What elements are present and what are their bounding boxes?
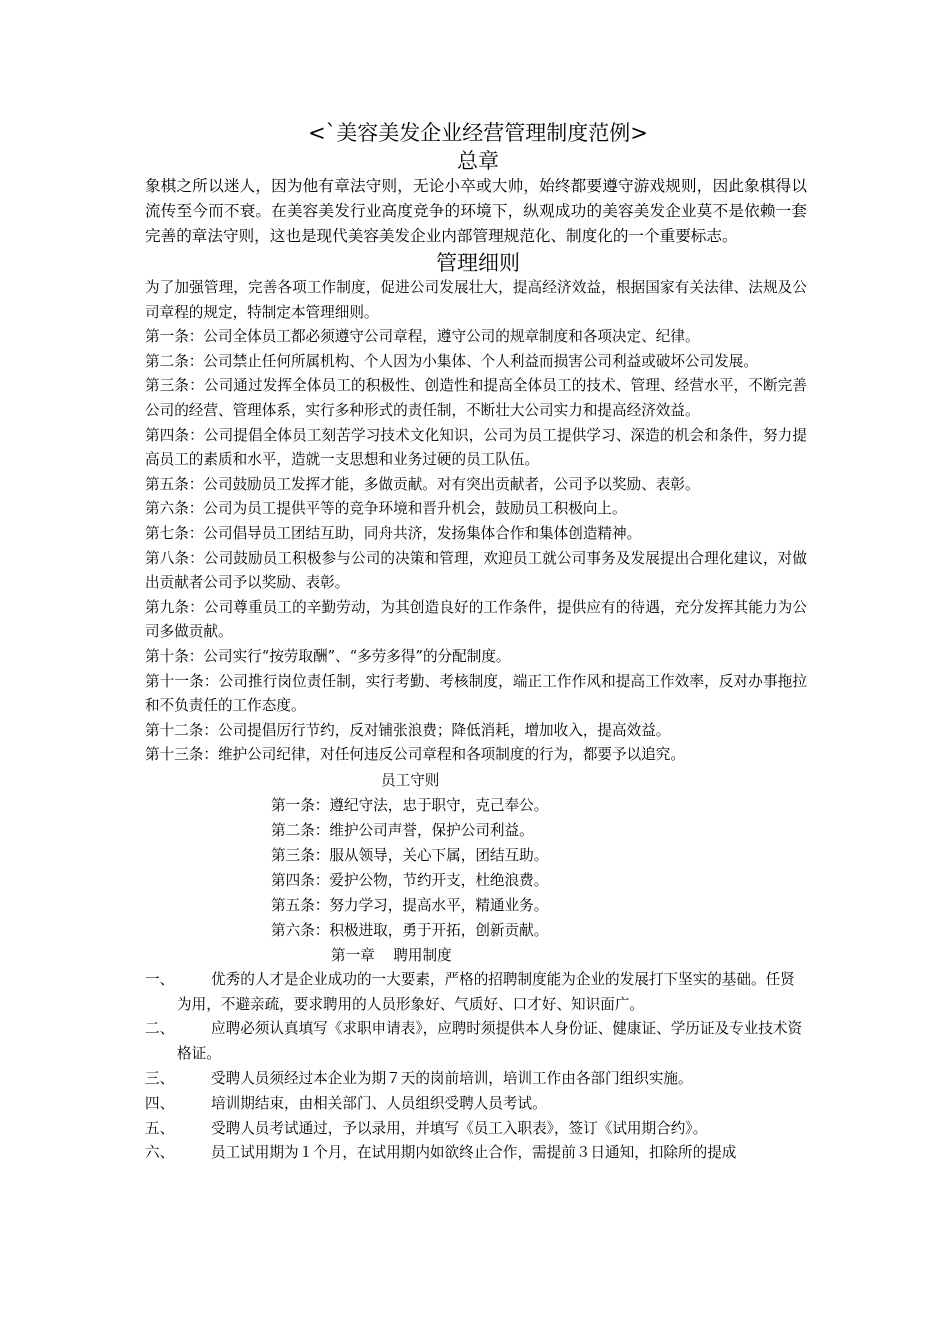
article-8: 第八条：公司鼓励员工积极参与公司的决策和管理，欢迎员工就公司事务及发展提出合理化建议，对做出贡献者公司予以奖励、表彰。 [145,549,807,592]
list-item-text: 受聘人员须经过本企业为期７天的岗前培训，培训工作由各部门组织实施。 [211,1070,693,1088]
general-heading: 总章 [457,149,499,173]
article-10: 第十条：公司实行“按劳取酬”、“多劳多得”的分配制度。 [145,647,511,665]
article-6: 第六条：公司为员工提供平等的竞争环境和晋升机会，鼓励员工积极向上。 [145,500,627,518]
article-11: 第十一条：公司推行岗位责任制，实行考勤、考核制度，端正工作作风和提高工作效率，反对办事拖拉和不负责任的工作态度。 [145,672,807,715]
list-item [145,1067,807,1092]
list-item [145,968,807,1018]
list-item-number: 四、 [145,1094,175,1112]
code-rule-6: 第六条：积极进取，勇于开拓，创新贡献。 [271,921,549,939]
list-item [145,1017,807,1067]
chapter-heading: 第一章 聘用制度 [331,946,452,964]
article-9: 第九条：公司尊重员工的辛勤劳动，为其创造良好的工作条件，提供应有的待遇，充分发挥其能力为公司多做贡献。 [145,598,807,641]
article-12: 第十二条：公司提倡厉行节约，反对铺张浪费；降低消耗，增加收入，提高效益。 [145,721,671,739]
list-item-number: 六、 [145,1144,175,1162]
management-intro: 为了加强管理，完善各项工作制度，促进公司发展壮大，提高经济效益，根据国家有关法律、法规及公司章程的规定，特制定本管理细则。 [145,279,807,321]
code-rule-5: 第五条：努力学习，提高水平，精通业务。 [271,896,549,914]
list-item [145,1117,807,1142]
code-rule-1: 第一条：遵纪守法，忠于职守，克己奉公。 [271,796,549,814]
code-rule-2: 第二条：维护公司声誉，保护公司利益。 [271,821,534,839]
document-page [145,118,807,1166]
list-item-number: 五、 [145,1119,175,1137]
article-4: 第四条：公司提倡全体员工刻苦学习技术文化知识，公司为员工提供学习、深造的机会和条件，努力提高员工的素质和水平，造就一支思想和业务过硬的员工队伍。 [145,426,807,469]
article-5: 第五条：公司鼓励员工发挥才能，多做贡献。对有突出贡献者，公司予以奖励、表彰。 [145,475,700,493]
list-item [145,1141,807,1166]
code-rule-3: 第三条：服从领导，关心下属，团结互助。 [271,846,549,864]
article-2: 第二条：公司禁止任何所属机构、个人因为小集体、个人利益而损害公司利益或破坏公司发展。 [145,352,758,370]
list-item-text: 培训期结束，由相关部门、人员组织受聘人员考试。 [211,1094,547,1112]
list-item-text: 员工试用期为１个月，在试用期内如欲终止合作，需提前３日通知，扣除所的提成 [211,1144,737,1162]
document-title: <`美容美发企业经营管理制度范例> [308,121,648,145]
article-7: 第七条：公司倡导员工团结互助，同舟共济，发扬集体合作和集体创造精神。 [145,524,642,542]
management-heading: 管理细则 [436,251,520,275]
list-item-number: 一、 [145,970,175,988]
article-3: 第三条：公司通过发挥全体员工的积极性、创造性和提高全体员工的技术、管理、经营水平，不断完善公司的经营、管理体系，实行多种形式的责任制，不断壮大公司实力和提高经济效益。 [145,377,807,419]
article-1: 第一条：公司全体员工都必须遵守公司章程，遵守公司的规章制度和各项决定、纪律。 [145,328,700,346]
general-paragraph: 象棋之所以迷人，因为他有章法守则，无论小卒或大帅，始终都要遵守游戏规则，因此象棋得以流传至今而不衰。在美容美发行业高度竞争的环境下，纵观成功的美容美发企业莫不是依赖一套完善的章法守则，这也是现代美容美发企业内部管理规范化、制度化的一个重要标志。 [145,177,807,245]
code-rule-4: 第四条：爱护公物，节约开支，杜绝浪费。 [271,871,549,889]
list-item [145,1092,807,1117]
article-13: 第十三条：维护公司纪律，对任何违反公司章程和各项制度的行为，都要予以追究。 [145,746,685,764]
employee-code-heading: 员工守则 [381,771,440,789]
list-item-number: 三、 [145,1070,175,1088]
list-item-number: 二、 [145,1020,175,1038]
list-item-text: 受聘人员考试通过，予以录用，并填写《员工入职表》，签订《试用期合约》。 [211,1119,708,1137]
list-item-text: 应聘必须认真填写《求职申请表》，应聘时须提供本人身份证、健康证、学历证及专业技术资格证。 [177,1020,803,1063]
list-item-text: 优秀的人才是企业成功的一大要素，严格的招聘制度能为企业的发展打下坚实的基础。任贤为用，不避亲疏，要求聘用的人员形象好、气质好、口才好、知识面广。 [177,970,795,1013]
